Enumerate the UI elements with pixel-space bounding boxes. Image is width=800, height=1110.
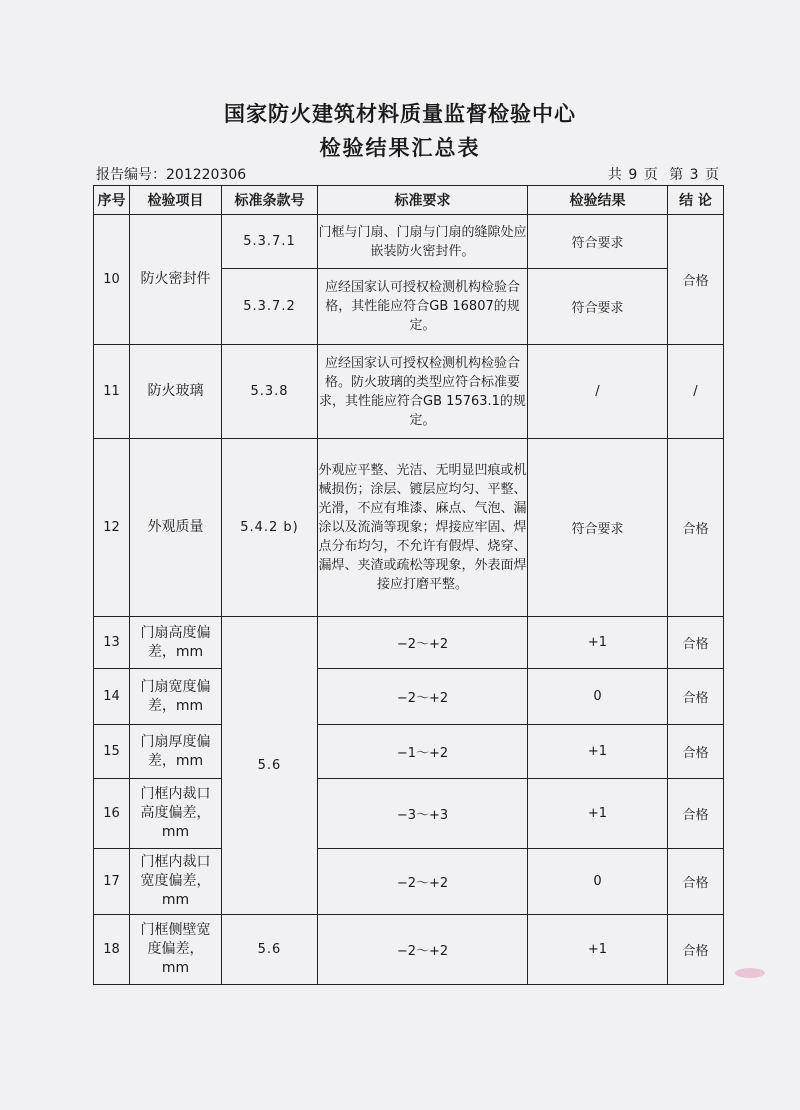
clause-number: 5.3.7.1	[222, 215, 318, 269]
inspection-item: 门框内裁口宽度偏差，mm	[130, 849, 222, 915]
requirement: −3～+3	[318, 779, 528, 849]
page-indicator	[603, 164, 720, 184]
inspection-item: 门扇厚度偏差，mm	[130, 725, 222, 779]
total-pages: 共 9 页	[607, 167, 659, 183]
row-number: 11	[94, 345, 130, 439]
result: +1	[528, 915, 668, 985]
table-row	[94, 779, 724, 849]
conclusion: 合格	[668, 669, 724, 725]
conclusion: 合格	[668, 915, 724, 985]
column-header: 序号	[94, 186, 130, 215]
result: +1	[528, 725, 668, 779]
requirement: 外观应平整、光洁、无明显凹痕或机械损伤；涂层、镀层应均匀、平整、光滑，不应有堆漆、麻点、气泡、漏涂以及流淌等现象；焊接应牢固、焊点分布均匀，不允许有假焊、烧穿、漏焊、夹渣或疏松等现象，外表面焊接应打磨平整。	[318, 439, 528, 617]
requirement: 门框与门扇、门扇与门扇的缝隙处应嵌装防火密封件。	[318, 215, 528, 269]
document-subtitle: 检验结果汇总表	[319, 136, 481, 160]
conclusion: /	[668, 345, 724, 439]
table-row	[94, 669, 724, 725]
requirement: 应经国家认可授权检测机构检验合格。防火玻璃的类型应符合标准要求，其性能应符合GB 15763.1的规定。	[318, 345, 528, 439]
row-number: 14	[94, 669, 130, 725]
row-number: 13	[94, 617, 130, 669]
inspection-item: 防火密封件	[130, 215, 222, 345]
row-number: 17	[94, 849, 130, 915]
row-number: 18	[94, 915, 130, 985]
row-number: 12	[94, 439, 130, 617]
conclusion: 合格	[668, 617, 724, 669]
inspection-item: 门扇高度偏差，mm	[130, 617, 222, 669]
results-table	[93, 185, 724, 985]
result: 符合要求	[528, 439, 668, 617]
requirement: −1～+2	[318, 725, 528, 779]
clause-number: 5.6	[222, 617, 318, 915]
clause-number: 5.3.7.2	[222, 269, 318, 345]
result: 0	[528, 849, 668, 915]
table-row	[94, 617, 724, 669]
inspection-item: 门扇宽度偏差，mm	[130, 669, 222, 725]
table-header-row	[94, 186, 724, 215]
requirement: −2～+2	[318, 617, 528, 669]
result: /	[528, 345, 668, 439]
report-number: 报告编号：201220306	[96, 167, 247, 183]
table-row	[94, 915, 724, 985]
result: 符合要求	[528, 269, 668, 345]
result: 符合要求	[528, 215, 668, 269]
row-number: 10	[94, 215, 130, 345]
clause-number: 5.3.8	[222, 345, 318, 439]
table-row	[94, 849, 724, 915]
requirement: −2～+2	[318, 915, 528, 985]
table-row	[94, 725, 724, 779]
table-row	[94, 345, 724, 439]
document-title: 国家防火建筑材料质量监督检验中心	[224, 102, 576, 126]
clause-number: 5.6	[222, 915, 318, 985]
inspection-item: 外观质量	[130, 439, 222, 617]
column-header: 标准要求	[318, 186, 528, 215]
ink-mark	[735, 968, 765, 978]
result: +1	[528, 779, 668, 849]
clause-number: 5.4.2 b)	[222, 439, 318, 617]
result: +1	[528, 617, 668, 669]
conclusion: 合格	[668, 725, 724, 779]
inspection-item: 门框内裁口高度偏差，mm	[130, 779, 222, 849]
conclusion: 合格	[668, 215, 724, 345]
table-row	[94, 215, 724, 269]
current-page: 第 3 页	[669, 167, 720, 183]
column-header: 检验结果	[528, 186, 668, 215]
table-row	[94, 439, 724, 617]
inspection-item: 防火玻璃	[130, 345, 222, 439]
inspection-item: 门框侧壁宽度偏差，mm	[130, 915, 222, 985]
row-number: 16	[94, 779, 130, 849]
row-number: 15	[94, 725, 130, 779]
column-header: 结 论	[668, 186, 724, 215]
conclusion: 合格	[668, 439, 724, 617]
result: 0	[528, 669, 668, 725]
column-header: 检验项目	[130, 186, 222, 215]
conclusion: 合格	[668, 779, 724, 849]
requirement: −2～+2	[318, 849, 528, 915]
column-header: 标准条款号	[222, 186, 318, 215]
conclusion: 合格	[668, 849, 724, 915]
requirement: −2～+2	[318, 669, 528, 725]
requirement: 应经国家认可授权检测机构检验合格，其性能应符合GB 16807的规定。	[318, 269, 528, 345]
